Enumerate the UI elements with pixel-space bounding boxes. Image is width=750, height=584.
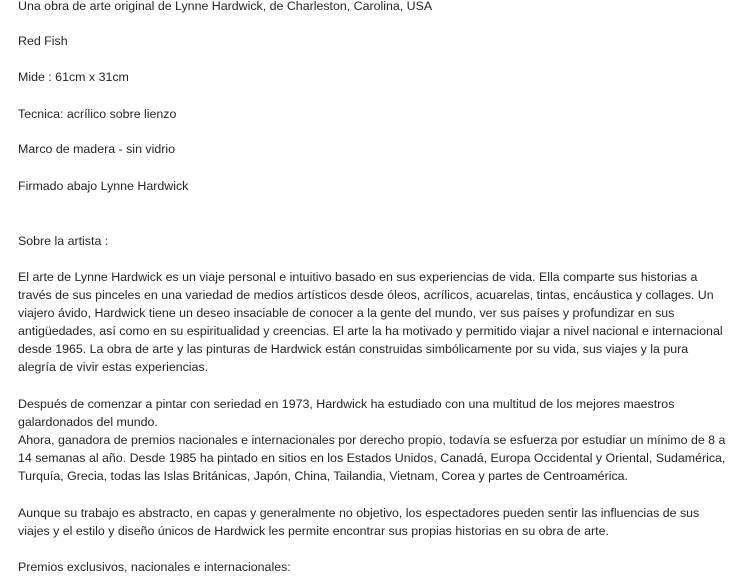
intro-text: Una obra de arte original de Lynne Hardwick, de Charleston, Carolina, USA: [18, 0, 433, 13]
paragraph-line: viajero ávido, Hardwick tiene un deseo insaciable de conocer a la gente del mundo, ver sus países y profundizar en sus: [18, 306, 675, 320]
artwork-size: Mide : 61cm x 31cm: [18, 70, 129, 84]
paragraph-line: Ahora, ganadora de premios nacionales e internacionales por derecho propio, todavía se esfuerza por estudiar un mínimo de 8 a: [18, 433, 726, 447]
paragraph-line: Después de comenzar a pintar con seriedad en 1973, Hardwick ha estudiado con una multitud de los mejores maestros: [18, 397, 675, 411]
paragraph-line: 14 semanas al año. Desde 1985 ha pintado en sitios en los Estados Unidos, Canadá, Europa Occidental y Oriental, Sudamérica,: [18, 451, 726, 465]
paragraph-line: antigüedades, así como en su espiritualidad y creencias. El arte la ha motivado y permitido viajar a nivel nacional e internacional: [18, 324, 723, 338]
about-heading: Sobre la artista :: [18, 234, 109, 248]
artwork-frame: Marco de madera - sin vidrio: [18, 142, 176, 156]
artwork-title: Red Fish: [18, 34, 68, 48]
paragraph-line: desde 1965. La obra de arte y las pinturas de Hardwick están construidas simbólicamente por su vida, sus viajes y la pura: [18, 342, 689, 356]
about-paragraph-1: [18, 268, 744, 376]
paragraph-line: galardonados del mundo.: [18, 415, 158, 429]
paragraph-line: viajes y el estilo y diseño únicos de Hardwick les permite encontrar sus propias historias en su obra de arte.: [18, 524, 609, 538]
about-paragraph-3: [18, 504, 744, 540]
paragraph-line: través de sus pinceles en una variedad de medios artísticos desde óleos, acrílicos, acuarelas, tintas, encáustica y collages. Un: [18, 288, 714, 302]
paragraph-line: Turquía, Grecia, todas las Islas Británicas, Japón, China, Tailandia, Vietnam, Corea y partes de Centroamérica.: [18, 469, 628, 483]
about-paragraph-2: [18, 395, 744, 485]
artwork-technique: Tecnica: acrílico sobre lienzo: [18, 107, 177, 121]
awards-heading: Premios exclusivos, nacionales e internacionales:: [18, 560, 291, 574]
paragraph-line: El arte de Lynne Hardwick es un viaje personal e intuitivo basado en sus experiencias de vida. Ella comparte sus historias a: [18, 270, 698, 284]
artwork-signature: Firmado abajo Lynne Hardwick: [18, 179, 189, 193]
paragraph-line: alegría de vivir estas experiencias.: [18, 360, 209, 374]
paragraph-line: Aunque su trabajo es abstracto, en capas y generalmente no objetivo, los espectadores pueden sentir las influencias de sus: [18, 506, 700, 520]
